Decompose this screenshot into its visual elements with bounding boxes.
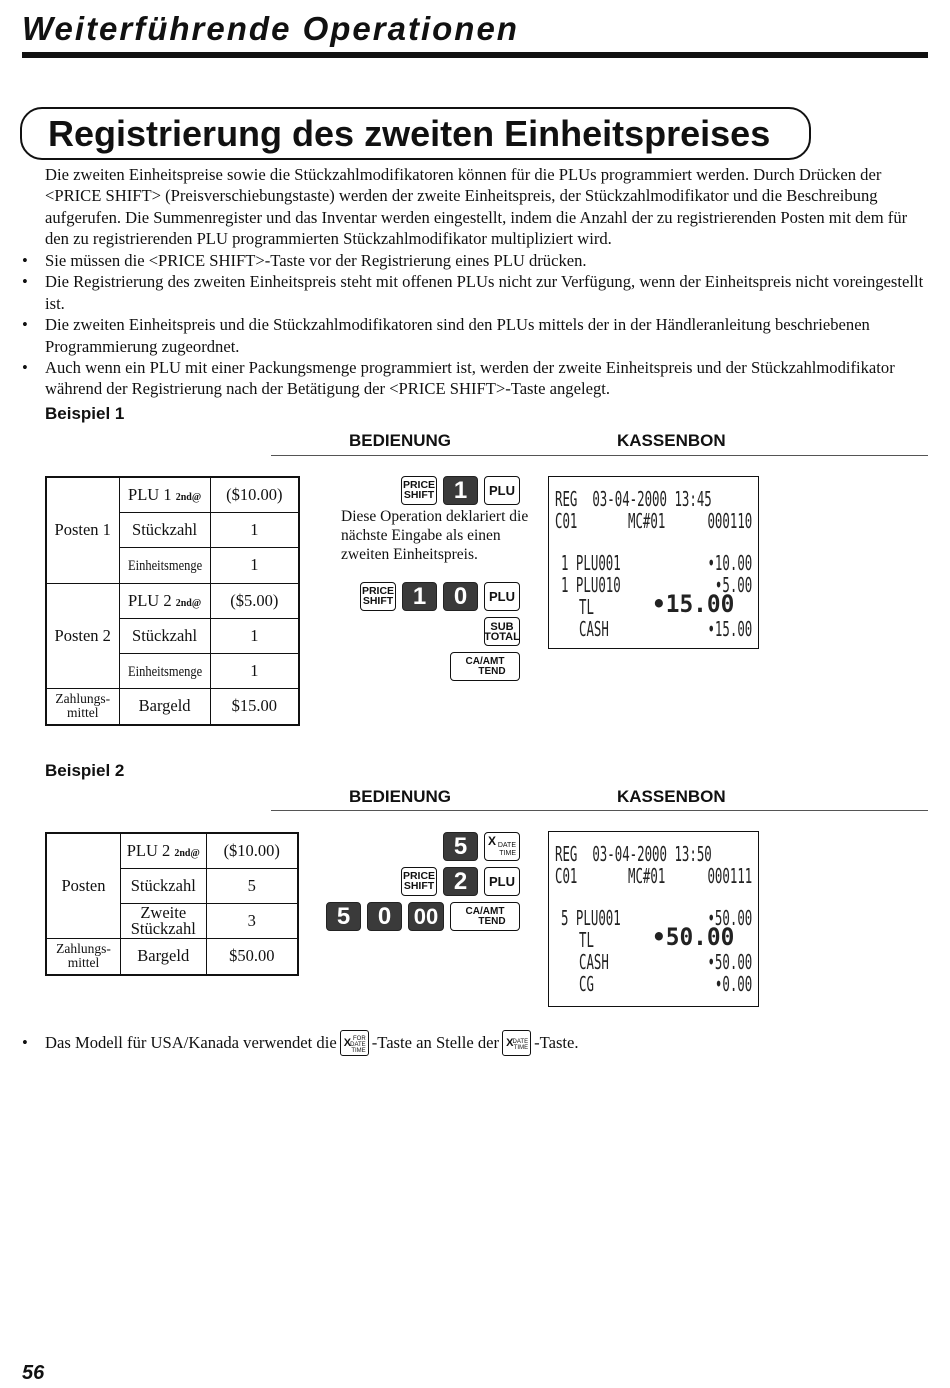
date-label: DATE — [512, 1039, 529, 1045]
receipt-clerk: C01 — [555, 864, 578, 888]
receipt-item-value: •50.00 — [707, 906, 752, 930]
digit-1-key: 1 — [443, 476, 478, 505]
bullet-list — [22, 250, 930, 400]
receipt-machine: MC#01 — [628, 509, 666, 533]
tend-label: TEND — [478, 665, 506, 677]
plu2-label: PLU 2 — [126, 840, 171, 860]
page-number: 56 — [22, 1362, 45, 1384]
einheitsmenge-label: Einheitsmenge — [127, 663, 202, 680]
subtotal-key — [484, 617, 520, 646]
bargeld-label: Bargeld — [119, 688, 210, 725]
digit-0-key: 0 — [367, 902, 402, 931]
receipt-header-line: REG 03-04-2000 13:50 — [555, 842, 712, 866]
price-label: PRICE — [361, 585, 395, 597]
price-label: PRICE — [402, 870, 436, 882]
example2-table — [45, 832, 299, 976]
plu2-cell — [121, 833, 206, 868]
example1-label: Beispiel 1 — [45, 404, 125, 423]
qty-value: 1 — [210, 618, 299, 653]
date-label: DATE — [497, 842, 516, 849]
footnote-text-before: Das Modell für USA/Kanada verwendet die — [45, 1033, 337, 1052]
einheitsmenge-cell — [119, 547, 210, 583]
plu2-price: ($5.00) — [210, 583, 299, 618]
receipt-total-value: •50.00 — [652, 923, 735, 951]
example2-label: Beispiel 2 — [45, 761, 125, 780]
bullet-item: • Sie müssen die <PRICE SHIFT>-Taste vor der Registrierung eines PLU drücken. — [22, 250, 930, 271]
plu1-cell — [119, 477, 210, 512]
section-title: Registrierung des zweiten Einheitspreises — [20, 107, 811, 160]
receipt-total-value: •15.00 — [652, 590, 735, 618]
operation-heading: BEDIENUNG — [349, 431, 452, 450]
receipt-heading: KASSENBON — [617, 431, 726, 450]
shift-label: SHIFT — [403, 488, 435, 501]
amt-label: AMT — [482, 905, 505, 917]
receipt-header-line: REG 03-04-2000 13:45 — [555, 487, 712, 511]
bullet-item: • Die Registrierung des zweiten Einheitspreis steht mit offenen PLUs nicht zur Verfügung, wenn der Einheitspreis nicht voreingestellt ist. — [22, 271, 930, 314]
receipt-item-value: •10.00 — [707, 551, 752, 575]
receipt-machine: MC#01 — [628, 864, 666, 888]
receipt-number: 000111 — [707, 864, 752, 888]
receipt-2 — [548, 831, 759, 1007]
ca-amt-tend-key: CA/AMT TEND — [450, 652, 520, 681]
einheitsmenge-cell — [119, 653, 210, 688]
chapter-title: Weiterführende Operationen — [22, 10, 519, 47]
posten2-cell: Posten 2 — [46, 583, 119, 688]
digit-0-key: 0 — [443, 582, 478, 611]
total-amount: $50.00 — [206, 938, 298, 975]
receipt-item-name: 1 PLU010 — [561, 573, 621, 597]
receipt-change-label: CG — [579, 972, 594, 996]
receipt-number: 000110 — [707, 509, 752, 533]
receipt-cash-label: CASH — [579, 950, 609, 974]
footnote-text-middle: -Taste an Stelle der — [371, 1033, 500, 1052]
tend-label: TEND — [478, 915, 506, 927]
second-price-sub: 2nd@ — [175, 491, 202, 503]
column-rule — [271, 455, 928, 456]
page-header — [22, 8, 928, 58]
zweite-stueckzahl-label: Zweite Stückzahl — [121, 903, 206, 938]
plu2-label: PLU 2 — [128, 590, 172, 610]
operation-note: Diese Operation deklariert die nächste Eingabe als einen zweiten Einheitspreis. — [341, 508, 529, 563]
date-time-labels — [513, 1039, 529, 1051]
sub-label: SUB — [490, 620, 514, 633]
stueckzahl-label: Stückzahl — [119, 512, 210, 547]
price-label: PRICE — [402, 479, 436, 491]
second-price-sub: 2nd@ — [174, 847, 200, 859]
x-label: X — [343, 1037, 352, 1049]
posten1-cell: Posten 1 — [46, 477, 119, 583]
double-zero-key: 00 — [408, 902, 444, 931]
ca-amt-tend-key: CA/AMT TEND — [450, 902, 520, 931]
zahlungsmittel-label: Zahlungs- mittel — [46, 938, 121, 975]
plu2-cell — [119, 583, 210, 618]
second-price-sub: 2nd@ — [175, 597, 202, 609]
receipt-cash-value: •15.00 — [707, 617, 752, 641]
qty-value: 1 — [210, 653, 299, 688]
time-label: TIME — [513, 1045, 529, 1051]
digit-5-key: 5 — [443, 832, 478, 861]
plu-key: PLU — [484, 476, 520, 505]
amt-label: AMT — [482, 655, 505, 667]
plu-key: PLU — [484, 582, 520, 611]
header-rule — [22, 52, 928, 58]
x-label: X — [488, 834, 497, 848]
receipt-item-name: 5 PLU001 — [561, 906, 621, 930]
ca-label: CA — [465, 905, 480, 917]
digit-2-key: 2 — [443, 867, 478, 896]
x-label: X — [506, 1037, 514, 1049]
qty-value: 5 — [206, 868, 298, 903]
digit-5-key: 5 — [326, 902, 361, 931]
for-label: FOR — [353, 1036, 366, 1042]
zahlungsmittel-label: Zahlungs- mittel — [46, 688, 119, 725]
price-shift-key — [401, 867, 437, 896]
total-amount: $15.00 — [210, 688, 299, 725]
einheitsmenge-label: Einheitsmenge — [127, 558, 202, 574]
plu1-price: ($10.00) — [210, 477, 299, 512]
date-label: DATE — [350, 1042, 366, 1048]
receipt-item-value: •5.00 — [714, 573, 752, 597]
multiply-date-time-key-icon — [502, 1030, 531, 1056]
qty-value: 1 — [210, 512, 299, 547]
bullet-item: • Auch wenn ein PLU mit einer Packungsmenge programmiert ist, werden der zweite Einheitspreis und der Stückzahlmodifikator während der Registrierung nach der Betätigung der <PRICE SHIFT>-Taste angelegt. — [22, 357, 930, 400]
receipt-heading: KASSENBON — [617, 787, 726, 806]
receipt-clerk: C01 — [555, 509, 578, 533]
stueckzahl-label: Stückzahl — [119, 618, 210, 653]
footnote — [22, 1030, 579, 1056]
bargeld-label: Bargeld — [121, 938, 206, 975]
receipt-item-name: 1 PLU001 — [561, 551, 621, 575]
receipt-cash-value: •50.00 — [707, 950, 752, 974]
digit-1-key: 1 — [402, 582, 437, 611]
bullet-glyph: • — [22, 1033, 28, 1052]
total-label: TOTAL — [484, 630, 520, 643]
receipt-total-label: TL — [579, 595, 594, 619]
receipt-change-value: •0.00 — [714, 972, 752, 996]
zweite-stueckzahl-value: 3 — [206, 903, 298, 938]
shift-label: SHIFT — [362, 594, 394, 607]
time-label: TIME — [351, 1048, 366, 1054]
plu2-price: ($10.00) — [206, 833, 298, 868]
column-rule — [271, 810, 928, 811]
bullet-item: • Die zweiten Einheitspreis und die Stückzahlmodifikatoren sind den PLUs mittels der in der Händleranleitung beschriebenen Programmierung zugeordnet. — [22, 314, 930, 357]
qty-value: 1 — [210, 547, 299, 583]
posten-cell: Posten — [46, 833, 121, 938]
price-shift-key — [360, 582, 396, 611]
intro-paragraph: Die zweiten Einheitspreise sowie die Stückzahlmodifikatoren können für die PLUs programmiert werden. Durch Drücken der <PRICE SHIFT> (Preisverschiebungstaste) werden der zweite Einheitspreis, der Stückzahlmodifikator und die Beschreibung aufgerufen. Die Summenregister und das Inventar werden eingestellt, indem die Anzahl der zu registrierenden Posten mit dem für den zu registrierenden PLU programmierten Stückzahlmodifikator multipliziert wird. — [45, 165, 908, 249]
multiply-for-date-time-key-icon — [340, 1030, 369, 1056]
ca-label: CA — [465, 655, 480, 667]
operation-heading: BEDIENUNG — [349, 787, 452, 806]
shift-label: SHIFT — [403, 879, 435, 892]
price-shift-key — [401, 476, 437, 505]
receipt-cash-label: CASH — [579, 617, 609, 641]
receipt-1 — [548, 476, 759, 649]
plu-key: PLU — [484, 867, 520, 896]
time-label: TIME — [499, 850, 516, 857]
example1-table — [45, 476, 300, 726]
for-date-time-labels — [350, 1036, 366, 1054]
receipt-total-label: TL — [579, 928, 594, 952]
plu1-label: PLU 1 — [128, 484, 172, 504]
multiply-date-time-key — [484, 832, 520, 861]
stueckzahl-label: Stückzahl — [121, 868, 206, 903]
footnote-text-after: -Taste. — [534, 1033, 579, 1052]
